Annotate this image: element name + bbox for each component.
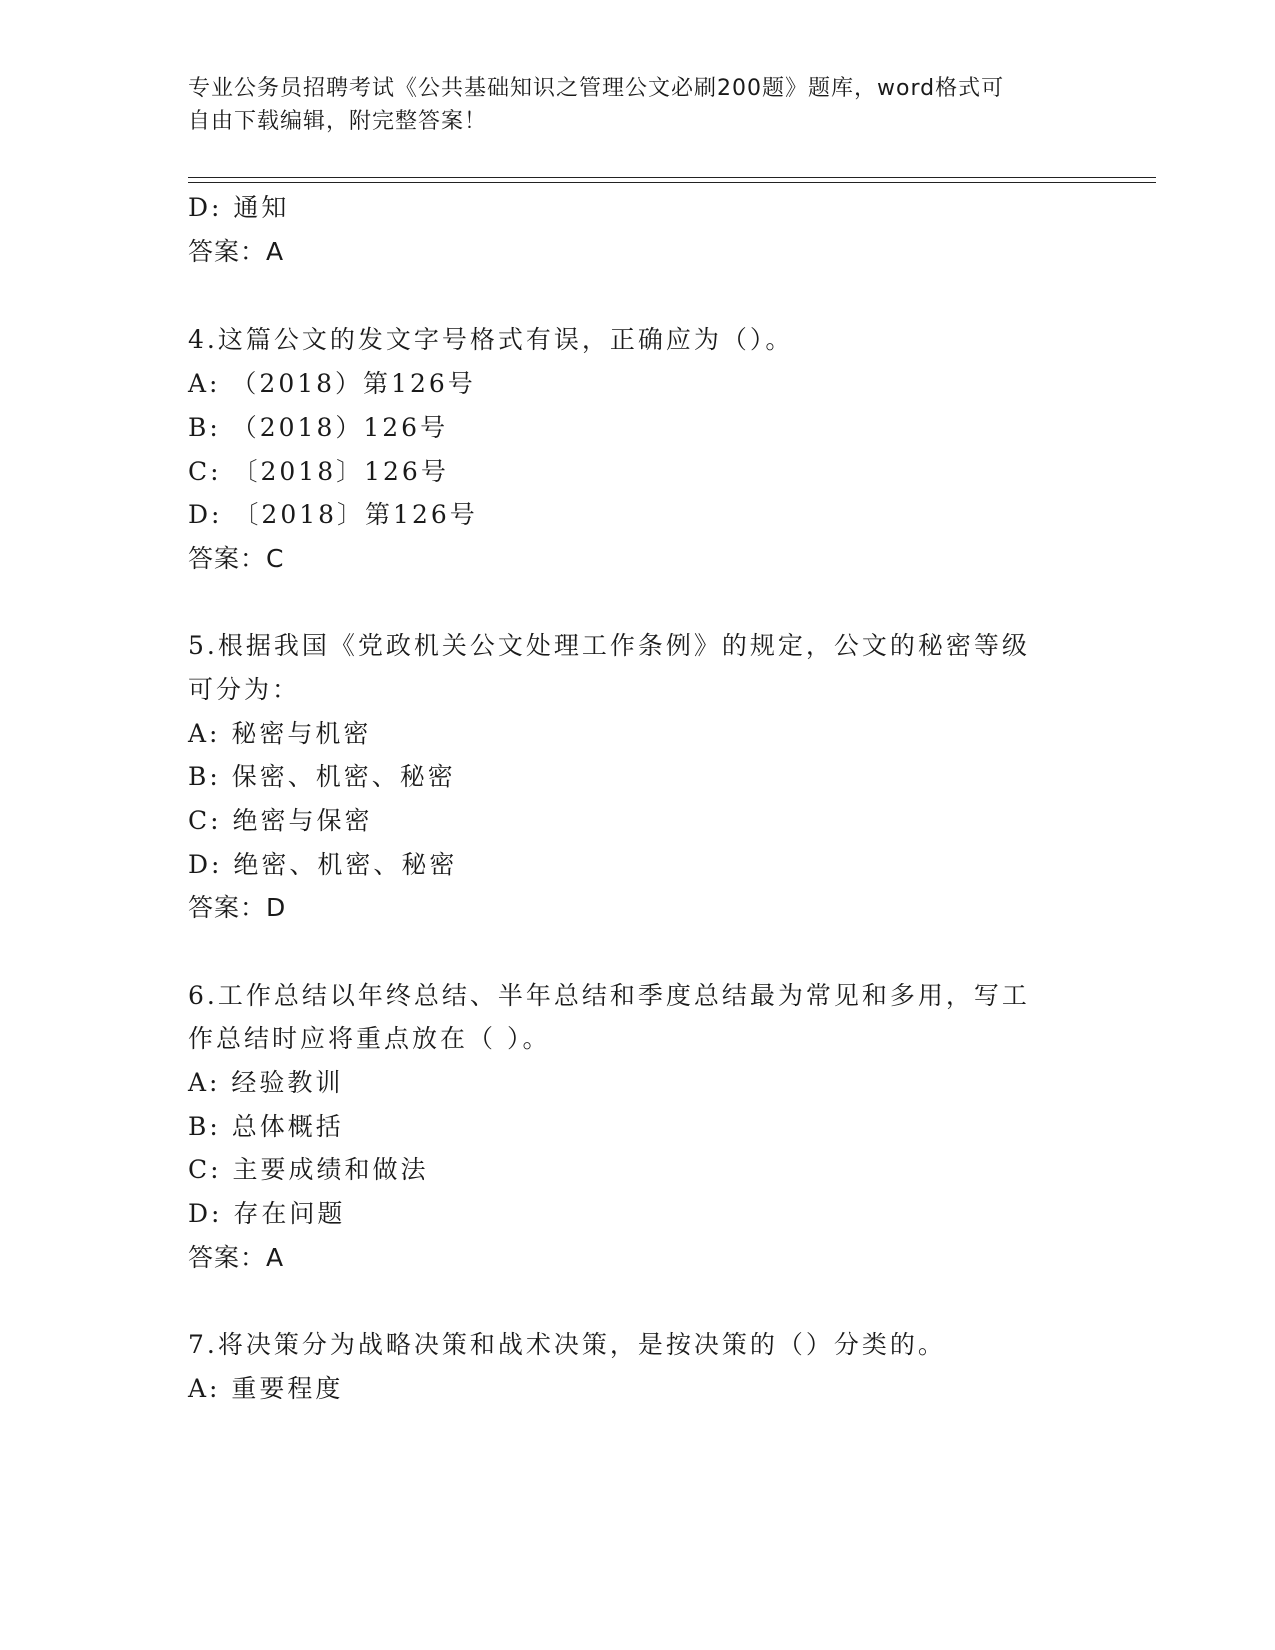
header-divider-top [188, 177, 1156, 178]
q4-option-c: C: 〔2018〕126号 [188, 457, 449, 486]
q5-stem-line-1: 5.根据我国《党政机关公文处理工作条例》的规定，公文的秘密等级 [188, 631, 1030, 660]
q6-option-a: A: 经验教训 [188, 1068, 344, 1097]
q5-option-a: A: 秘密与机密 [188, 719, 372, 748]
q7-option-a: A: 重要程度 [188, 1374, 344, 1403]
q4-option-d: D: 〔2018〕第126号 [188, 500, 478, 529]
q5-option-b: B: 保密、机密、秘密 [188, 762, 456, 791]
q7-stem: 7.将决策分为战略决策和战术决策，是按决策的（）分类的。 [188, 1330, 946, 1359]
header-divider-bottom [188, 182, 1156, 183]
q3-answer: 答案：A [188, 237, 285, 266]
q4-option-b: B: （2018）126号 [188, 413, 449, 442]
q6-option-c: C: 主要成绩和做法 [188, 1155, 429, 1184]
q4-answer: 答案：C [188, 544, 285, 573]
q5-option-c: C: 绝密与保密 [188, 806, 373, 835]
q6-option-b: B: 总体概括 [188, 1112, 344, 1141]
q6-option-d: D: 存在问题 [188, 1199, 346, 1228]
q5-answer: 答案：D [188, 893, 287, 922]
q5-stem-line-2: 可分为： [188, 675, 301, 704]
page-header [188, 72, 1088, 138]
q6-stem-line-2: 作总结时应将重点放在（ ）。 [188, 1024, 551, 1053]
q3-option-d: D: 通知 [188, 193, 290, 222]
q4-stem: 4.这篇公文的发文字号格式有误，正确应为（）。 [188, 325, 794, 354]
header-title-line-2: 自由下载编辑，附完整答案！ [188, 109, 488, 134]
q5-option-d: D: 绝密、机密、秘密 [188, 850, 458, 879]
header-title-line-1: 专业公务员招聘考试《公共基础知识之管理公文必刷200题》题库，word格式可 [188, 76, 1005, 101]
q6-answer: 答案：A [188, 1243, 285, 1272]
q4-option-a: A: （2018）第126号 [188, 369, 476, 398]
q6-stem-line-1: 6.工作总结以年终总结、半年总结和季度总结最为常见和多用，写工 [188, 981, 1030, 1010]
